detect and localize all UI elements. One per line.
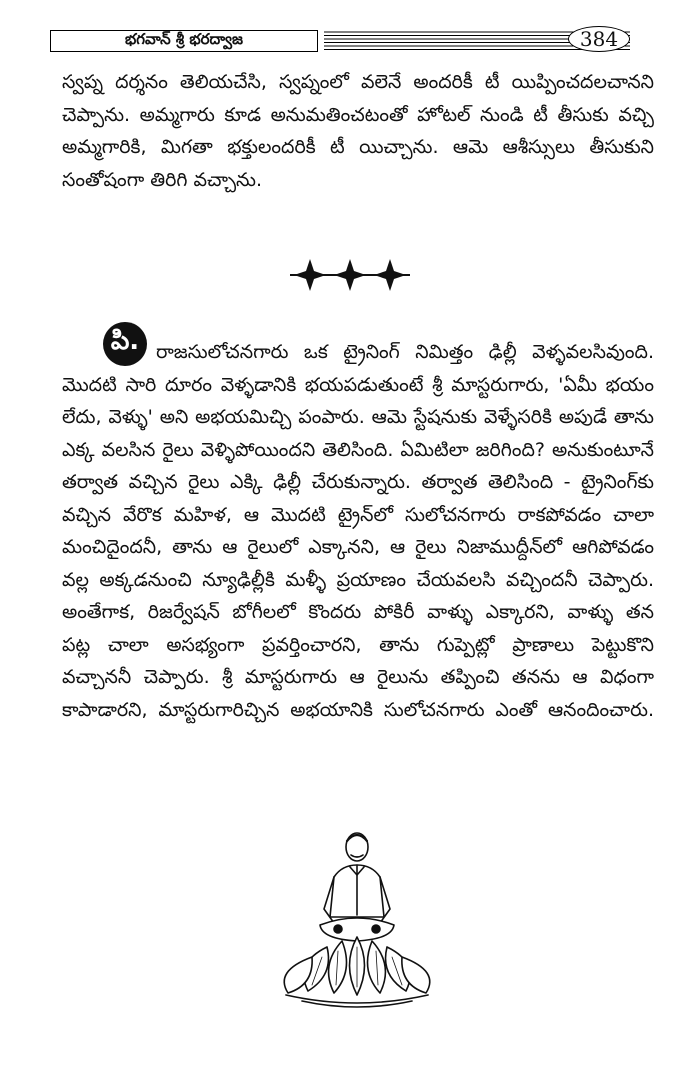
text-line: మొదటి సారి దూరం వెళ్ళడానికి భయపడుతుంటే శ్రీ మాస్టరుగారు, 'ఏమీ భయం: [62, 373, 654, 396]
text-line: అమ్మగారికి, మిగతా భక్తులందరికీ టీ యిచ్చాను. ఆమె ఆశీస్సులు తీసుకుని: [62, 136, 654, 158]
text-line: సంతోషంగా తిరిగి వచ్చాను.: [62, 168, 262, 191]
text-line: రాజసులోచనగారు ఒక ట్రైనింగ్ నిమిత్తం ఢిల్లీ వెళ్ళవలసివుంది.: [156, 341, 654, 363]
text-line: చెప్పాను. అమ్మగారు కూడ అనుమతించటంతో హోటల్ నుండి టీ తీసుకు వచ్చి: [62, 103, 654, 126]
text-line: స్వప్న దర్శనం తెలియచేసి, స్వప్నంలో వలెనే అందరికీ టీ యిప్పించదలచానని: [62, 71, 654, 93]
page-number: 384: [568, 26, 630, 52]
page-header: [50, 27, 630, 54]
text-line: తర్వాత వచ్చిన రైలు ఎక్కి ఢిల్లీ చేరుకున్నారు. తర్వాత తెలిసింది - ట్రైనింగ్‌కు: [62, 471, 654, 493]
text-line: వచ్చాననీ చెప్పారు. శ్రీ మాస్టరుగారు ఆ రైలును తప్పించి తనను ఆ విధంగా: [62, 666, 654, 688]
text-line: లేదు, వెళ్ళు' అని అభయమిచ్చి పంపారు. ఆమె స్టేషనుకు వెళ్ళేసరికి అపుడే తాను: [62, 406, 654, 428]
text-line: కాపాడారని, మాస్టరుగారిచ్చిన అభయానికి సులోచనగారు ఎంతో ఆనందించారు.: [62, 698, 654, 721]
paragraph-1: [62, 66, 654, 196]
section-divider-ornament: [290, 255, 410, 295]
text-line: వచ్చిన వేరొక మహిళ, ఆ మొదటి ట్రైన్‌లో సులోచనగారు రాకపోవడం చాలా: [62, 503, 654, 526]
text-line: పట్ల చాలా అసభ్యంగా ప్రవర్తించారని, తాను గుప్పెట్లో ప్రాణాలు పెట్టుకొని: [62, 633, 654, 656]
text-line: మంచిదైందనీ, తాను ఆ రైలులో ఎక్కానని, ఆ రైలు నిజాముద్దీన్‌లో ఆగిపోవడం: [62, 536, 654, 558]
drop-initial-badge: పి.: [103, 322, 147, 366]
master-seated-on-lotus-illustration: [272, 825, 442, 1015]
paragraph-2: [62, 336, 654, 726]
running-title: భగవాన్ శ్రీ భరద్వాజ: [50, 30, 318, 52]
text-line: వల్ల అక్కడనుంచి న్యూఢిల్లీకి మళ్ళీ ప్రయాణం చేయవలసి వచ్చిందనీ చెప్పారు.: [62, 568, 654, 591]
text-line: ఎక్క వలసిన రైలు వెళ్ళిపోయిందని తెలిసింది. ఏమిటిలా జరిగింది? అనుకుంటూనే: [62, 438, 654, 461]
text-line: అంతేగాక, రిజర్వేషన్ బోగీలలో కొందరు పోకిరీ వాళ్ళు ఎక్కారని, వాళ్ళు తన: [62, 601, 654, 623]
